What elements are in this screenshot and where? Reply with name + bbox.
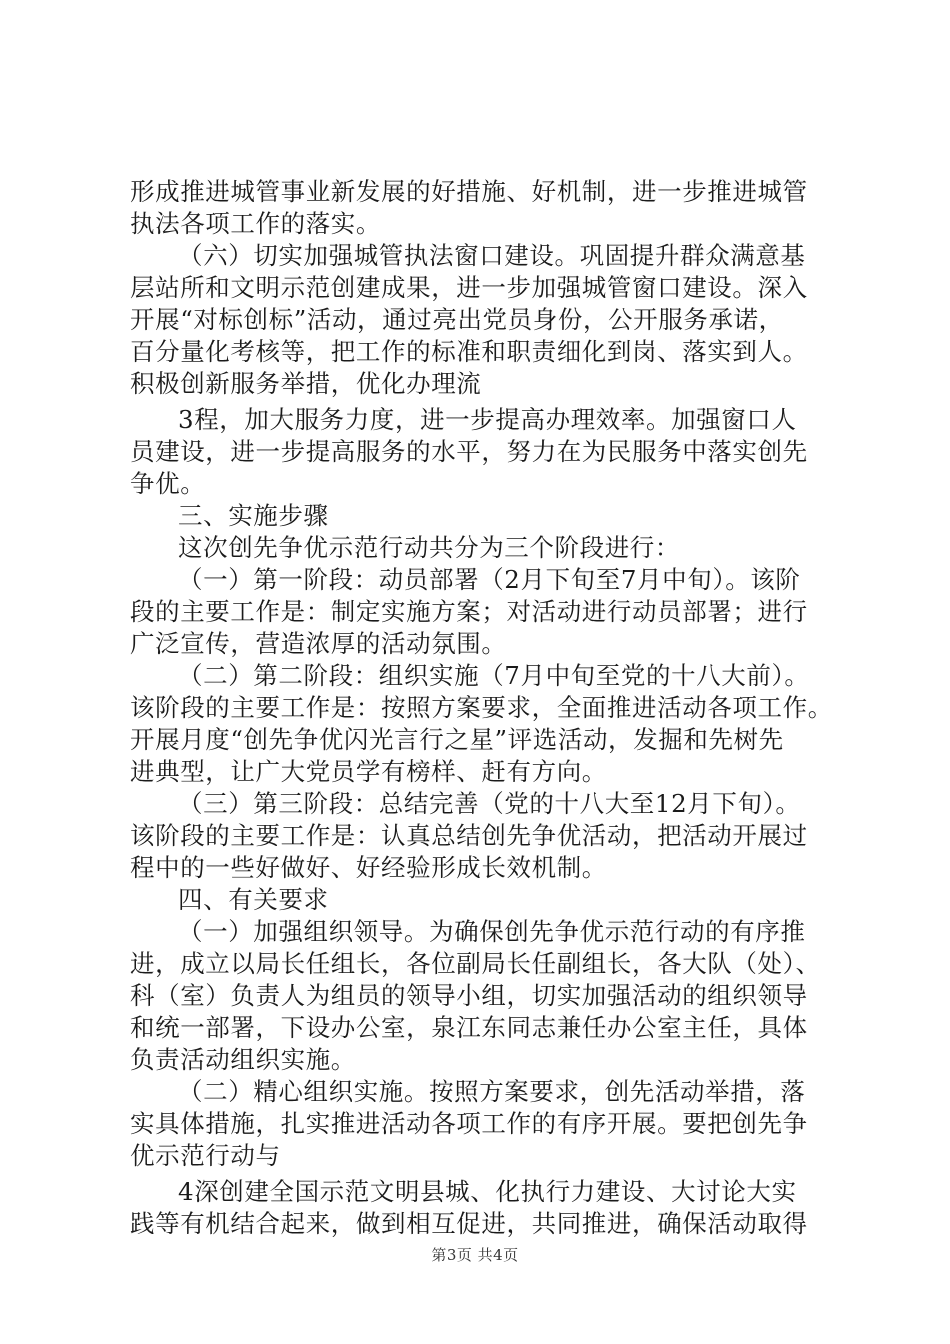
text-line: 广泛宣传，营造浓厚的活动氛围。 [130, 629, 507, 658]
text-line: 科（室）负责人为组员的领导小组，切实加强活动的组织领导 [130, 981, 808, 1010]
text-line: （二）精心组织实施。按照方案要求，创先活动举措，落 [178, 1077, 806, 1106]
text-line: （二）第二阶段：组织实施（7月中旬至党的十八大前）。 [178, 661, 810, 690]
text-line: 开展月度“创先争优闪光言行之星”评选活动，发掘和先树先 [130, 725, 784, 754]
text-line: 和统一部署，下设办公室，泉江东同志兼任办公室主任，具体 [130, 1013, 808, 1042]
text-line: 进典型，让广大党员学有榜样、赶有方向。 [130, 757, 607, 786]
text-line: 这次创先争优示范行动共分为三个阶段进行： [178, 533, 680, 562]
text-line: 3程，加大服务力度，进一步提高办理效率。加强窗口人 [178, 405, 797, 434]
section-heading: 三、实施步骤 [178, 501, 329, 530]
section-heading: 四、有关要求 [178, 885, 329, 914]
text-line: （三）第三阶段：总结完善（党的十八大至12月下旬）。 [178, 789, 801, 818]
text-line: 层站所和文明示范创建成果，进一步加强城管窗口建设。深入 [130, 273, 808, 302]
text-line: 实具体措施，扎实推进活动各项工作的有序开展。要把创先争 [130, 1109, 808, 1138]
text-line: 优示范行动与 [130, 1141, 281, 1170]
text-line: 百分量化考核等，把工作的标准和职责细化到岗、落实到人。 [130, 337, 808, 366]
text-line: 践等有机结合起来，做到相互促进，共同推进，确保活动取得 [130, 1209, 808, 1238]
text-line: 该阶段的主要工作是：按照方案要求，全面推进活动各项工作。 [130, 693, 833, 722]
text-line: 该阶段的主要工作是：认真总结创先争优活动，把活动开展过 [130, 821, 808, 850]
text-line: 负责活动组织实施。 [130, 1045, 356, 1074]
text-line: 争优。 [130, 469, 206, 498]
text-line: 4深创建全国示范文明县城、化执行力建设、大讨论大实 [178, 1177, 797, 1206]
page-number: 第3页 共4页 [431, 1246, 519, 1264]
text-line: 形成推进城管事业新发展的好措施、好机制，进一步推进城管 [130, 177, 808, 206]
text-line: 开展“对标创标”活动，通过亮出党员身份，公开服务承诺， [130, 305, 784, 334]
text-line: 进，成立以局长任组长，各位副局长任副组长，各大队（处）、 [130, 949, 821, 978]
text-line: （六）切实加强城管执法窗口建设。巩固提升群众满意基 [178, 241, 806, 270]
text-line: 段的主要工作是：制定实施方案；对活动进行动员部署；进行 [130, 597, 808, 626]
text-line: 员建设，进一步提高服务的水平，努力在为民服务中落实创先 [130, 437, 808, 466]
text-line: 程中的一些好做好、好经验形成长效机制。 [130, 853, 607, 882]
text-line: （一）加强组织领导。为确保创先争优示范行动的有序推 [178, 917, 806, 946]
text-line: （一）第一阶段：动员部署（2月下旬至7月中旬）。该阶 [178, 565, 801, 594]
text-line: 积极创新服务举措，优化办理流 [130, 369, 482, 398]
text-line: 执法各项工作的落实。 [130, 209, 381, 238]
